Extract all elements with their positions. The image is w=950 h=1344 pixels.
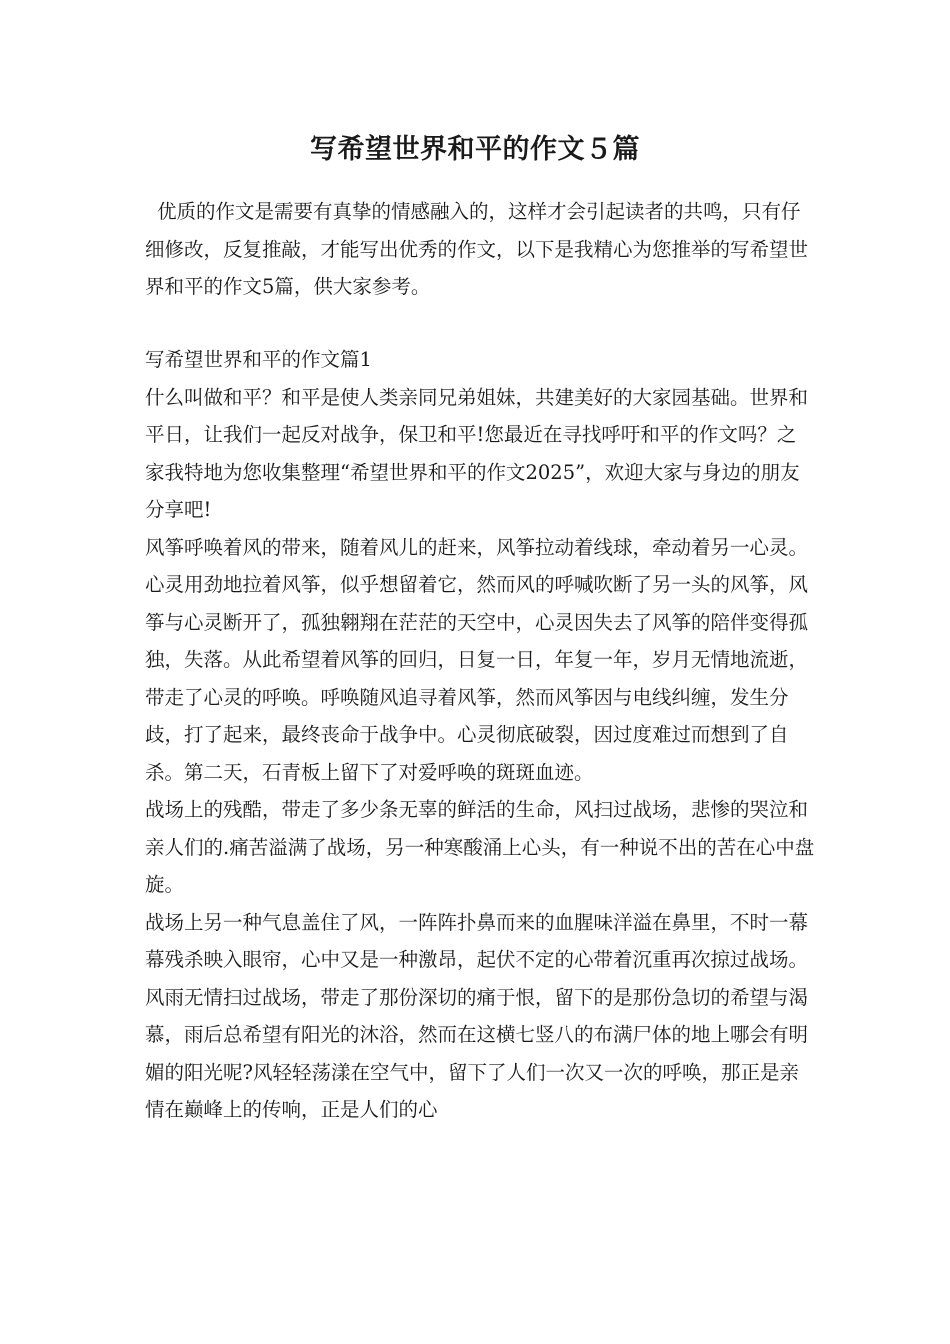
section-heading: 写希望世界和平的作文篇1: [145, 348, 372, 371]
body-paragraph: 风筝呼唤着风的带来，随着风儿的赶来，风筝拉动着线球，牵动着另一心灵。心灵用劲地拉着风筝，似乎想留着它，然而风的呼喊吹断了另一头的风筝，风筝与心灵断开了，孤独翱翔在茫茫的天空中，心灵因失去了风筝的陪伴变得孤独，失落。从此希望着风筝的回归，日复一日，年复一年，岁月无情地流逝，带走了心灵的呼唤。呼唤随风追寻着风筝，然而风筝因与电线纠缠，发生分歧，打了起来，最终丧命于战争中。心灵彻底破裂，因过度难过而想到了自杀。第二天，石青板上留下了对爱呼唤的斑斑血迹。: [145, 535, 809, 784]
body-paragraph: 风雨无情扫过战场，带走了那份深切的痛于恨，留下的是那份急切的希望与渴慕，雨后总希望有阳光的沐浴，然而在这横七竖八的布满尸体的地上哪会有明媚的阳光呢?风轻轻荡漾在空气中，留下了人们一次又一次的呼唤，那正是亲情在巅峰上的传响，正是人们的心: [145, 985, 809, 1121]
intro-paragraph: 优质的作文是需要有真挚的情感融入的，这样才会引起读者的共鸣，只有仔细修改，反复推敲，才能写出优秀的作文，以下是我精心为您推举的写希望世界和平的作文5篇，供大家参考。: [145, 200, 809, 298]
body-paragraph: 什么叫做和平？和平是使人类亲同兄弟姐妹，共建美好的大家园基础。世界和平日，让我们一起反对战争，保卫和平!您最近在寻找呼吁和平的作文吗？之家我特地为您收集整理“希望世界和平的作文2025”，欢迎大家与身边的朋友分享吧!: [145, 385, 809, 521]
body-paragraph: 战场上的残酷，带走了多少条无辜的鲜活的生命，风扫过战场，悲惨的哭泣和亲人们的.痛苦溢满了战场，另一种寒酸涌上心头，有一种说不出的苦在心中盘旋。: [145, 798, 815, 896]
document-body: [145, 341, 815, 1129]
document-title: 写希望世界和平的作文５篇: [310, 134, 640, 165]
body-paragraph: 战场上另一种气息盖住了风，一阵阵扑鼻而来的血腥味洋溢在鼻里，不时一幕幕残杀映入眼帘，心中又是一种激昂，起伏不定的心带着沉重再次掠过战场。: [145, 910, 809, 971]
